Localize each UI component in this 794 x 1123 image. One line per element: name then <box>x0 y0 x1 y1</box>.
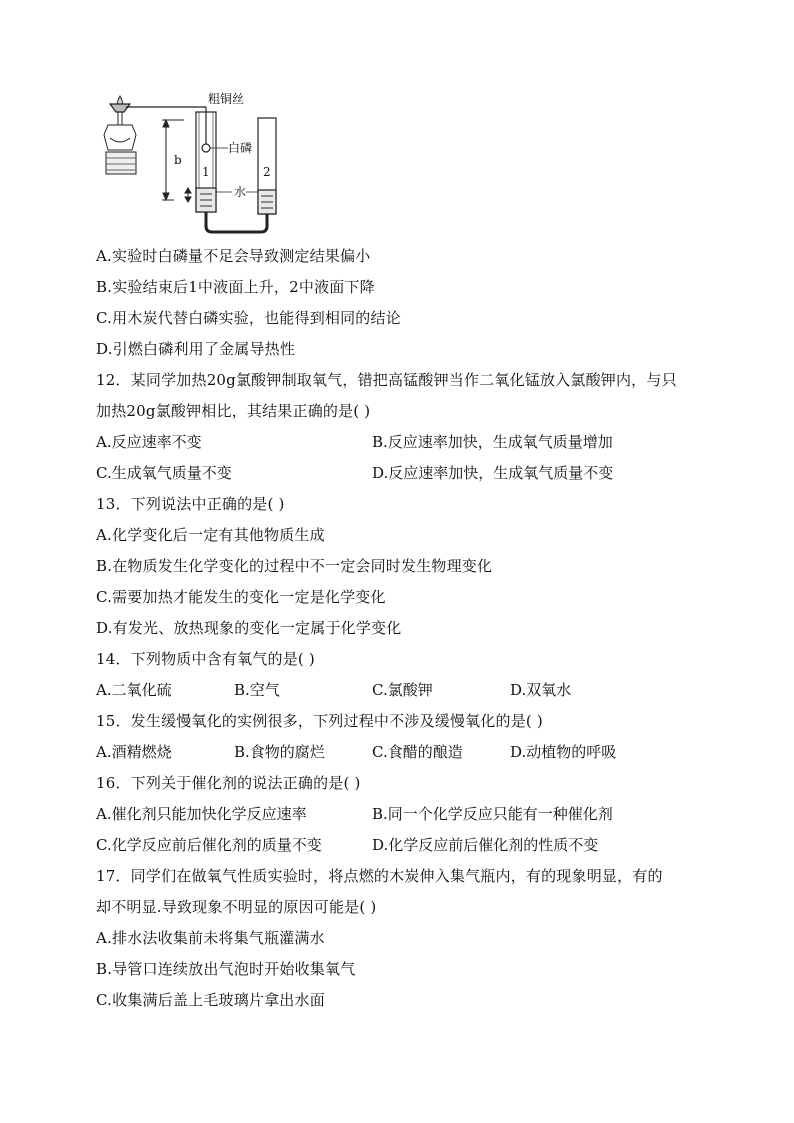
tube-1-label: 1 <box>202 165 210 179</box>
q16-option-a: A.催化剂只能加快化学反应速率 <box>96 805 307 823</box>
q16-stem: 16．下列关于催化剂的说法正确的是( ) <box>96 774 361 792</box>
q14-option-b: B.空气 <box>234 681 280 699</box>
q12-option-a: A.反应速率不变 <box>96 433 202 451</box>
q15-option-c: C.食醋的酿造 <box>372 743 463 761</box>
copper-wire-label: 粗铜丝 <box>208 92 245 106</box>
q14-option-a: A.二氧化硫 <box>96 681 172 699</box>
q16-option-b: B.同一个化学反应只能有一种催化剂 <box>372 805 613 823</box>
q12-stem-line2: 加热20g氯酸钾相比，其结果正确的是( ) <box>96 402 371 420</box>
apparatus-diagram <box>96 90 296 240</box>
apparatus-figure <box>96 90 296 240</box>
q15-option-d: D.动植物的呼吸 <box>510 743 617 761</box>
q14-stem: 14．下列物质中含有氧气的是( ) <box>96 650 315 668</box>
white-phosphorus-label: 白磷 <box>228 141 253 155</box>
connecting-tube <box>206 212 267 232</box>
q16-option-d: D.化学反应前后催化剂的性质不变 <box>372 836 599 854</box>
q11-option-d: D.引燃白磷利用了金属导热性 <box>96 340 296 358</box>
q11-option-a: A.实验时白磷量不足会导致测定结果偏小 <box>96 247 371 265</box>
q12-option-d: D.反应速率加快，生成氧气质量不变 <box>372 464 614 482</box>
q15-option-b: B.食物的腐烂 <box>234 743 325 761</box>
q13-stem: 13．下列说法中正确的是( ) <box>96 495 285 513</box>
q12-stem-line1: 12．某同学加热20g氯酸钾制取氧气，错把高锰酸钾当作二氧化锰放入氯酸钾内，与只 <box>96 371 677 389</box>
q12-option-c: C.生成氧气质量不变 <box>96 464 232 482</box>
q13-option-d: D.有发光、放热现象的变化一定属于化学变化 <box>96 619 402 637</box>
q17-option-a: A.排水法收集前未将集气瓶灌满水 <box>96 929 325 947</box>
dimension-b-label: b <box>174 153 182 167</box>
q13-option-b: B.在物质发生化学变化的过程中不一定会同时发生物理变化 <box>96 557 493 575</box>
q11-option-b: B.实验结束后1中液面上升，2中液面下降 <box>96 278 375 296</box>
q15-option-a: A.酒精燃烧 <box>96 743 172 761</box>
q15-stem: 15．发生缓慢氧化的实例很多，下列过程中不涉及缓慢氧化的是( ) <box>96 712 543 730</box>
q17-stem-line2: 却不明显.导致现象不明显的原因可能是( ) <box>96 898 377 916</box>
q13-option-c: C.需要加热才能发生的变化一定是化学变化 <box>96 588 386 606</box>
q14-option-c: C.氯酸钾 <box>372 681 433 699</box>
q17-option-c: C.收集满后盖上毛玻璃片拿出水面 <box>96 991 325 1009</box>
water-label: 水 <box>234 185 247 199</box>
q17-option-b: B.导管口连续放出气泡时开始收集氧气 <box>96 960 356 978</box>
q14-option-d: D.双氧水 <box>510 681 572 699</box>
q17-stem-line1: 17．同学们在做氧气性质实验时，将点燃的木炭伸入集气瓶内，有的现象明显，有的 <box>96 867 663 885</box>
tube-2-label: 2 <box>263 165 271 179</box>
q13-option-a: A.化学变化后一定有其他物质生成 <box>96 526 325 544</box>
q11-option-c: C.用木炭代替白磷实验，也能得到相同的结论 <box>96 309 401 327</box>
q16-option-c: C.化学反应前后催化剂的质量不变 <box>96 836 322 854</box>
copper-wire-icon <box>110 104 206 150</box>
q12-option-b: B.反应速率加快，生成氧气质量增加 <box>372 433 613 451</box>
